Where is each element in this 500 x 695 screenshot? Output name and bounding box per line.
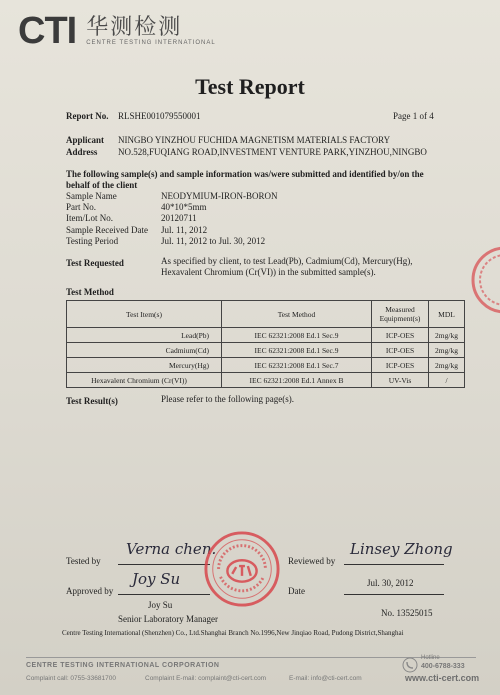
address-label: Address xyxy=(66,147,98,157)
test-method-label: Test Method xyxy=(66,287,114,297)
logo-mark: CTI xyxy=(18,10,77,52)
tested-by-line xyxy=(118,564,210,565)
date-value: Jul. 30, 2012 xyxy=(367,578,414,588)
cell-equipment: ICP-OES xyxy=(372,328,429,343)
cell-method: IEC 62321:2008 Ed.1 Annex B xyxy=(222,373,372,388)
table-row xyxy=(67,358,465,373)
item-lot-label: Item/Lot No. xyxy=(66,213,113,223)
received-date-label: Sample Received Date xyxy=(66,225,148,235)
header-test-items: Test Item(s) xyxy=(67,301,222,328)
reviewed-by-signature: Linsey Zhong xyxy=(350,540,453,558)
cell-mdl: 2mg/kg xyxy=(429,343,465,358)
part-no-label: Part No. xyxy=(66,202,96,212)
footer-info-email: E-mail: info@cti-cert.com xyxy=(289,675,362,682)
cell-mdl: / xyxy=(429,373,465,388)
phone-icon xyxy=(402,657,418,673)
footer-complaint-call: Complaint call: 0755-33681700 xyxy=(26,675,116,682)
test-result-label: Test Result(s) xyxy=(66,396,118,406)
footer-website: www.cti-cert.com xyxy=(405,673,480,683)
cell-equipment: UV-Vis xyxy=(372,373,429,388)
approved-by-line xyxy=(118,594,210,595)
reviewed-by-line xyxy=(344,564,444,565)
sample-name-value: NEODYMIUM-IRON-BORON xyxy=(161,191,278,201)
footer-hotline: 400-6788-333 xyxy=(421,663,465,670)
cell-method: IEC 62321:2008 Ed.1 Sec.9 xyxy=(222,328,372,343)
date-label: Date xyxy=(288,586,305,596)
company-address-line: Centre Testing International (Shenzhen) Co., Ltd.Shanghai Branch No.1996,New Jinqiao Road, Pudong District,Shanghai xyxy=(62,629,404,637)
cell-mdl: 2mg/kg xyxy=(429,358,465,373)
sample-intro-line2: behalf of the client xyxy=(66,180,138,190)
cell-item: Mercury(Hg) xyxy=(67,358,222,373)
logo-cn: 华测检测 xyxy=(86,15,183,40)
report-no-label: Report No. xyxy=(66,111,109,121)
cell-mdl: 2mg/kg xyxy=(429,328,465,343)
certificate-no: No. 13525015 xyxy=(381,608,433,618)
tested-by-label: Tested by xyxy=(66,556,101,566)
testing-period-value: Jul. 11, 2012 to Jul. 30, 2012 xyxy=(161,236,266,246)
tested-by-signature: Verna chen. xyxy=(126,540,217,558)
table-row xyxy=(67,328,465,343)
item-lot-value: 20120711 xyxy=(161,213,197,223)
table-row xyxy=(67,343,465,358)
report-no-value: RLSHE001079550001 xyxy=(118,111,201,121)
logo-en: CENTRE TESTING INTERNATIONAL xyxy=(86,40,216,46)
header-test-method: Test Method xyxy=(222,301,372,328)
test-requested-line1: As specified by client, to test Lead(Pb), Cadmium(Cd), Mercury(Hg), xyxy=(161,256,413,266)
applicant-label: Applicant xyxy=(66,135,105,145)
cell-method: IEC 62321:2008 Ed.1 Sec.7 xyxy=(222,358,372,373)
approved-by-signature: Joy Su xyxy=(132,570,181,588)
footer-org: CENTRE TESTING INTERNATIONAL CORPORATION xyxy=(26,662,220,669)
header-equipment: Measured Equipment(s) xyxy=(372,301,429,328)
side-seal-stamp xyxy=(470,245,500,315)
footer-hotline-label: Hotline xyxy=(421,655,440,661)
table-header-row xyxy=(67,301,465,328)
testing-period-label: Testing Period xyxy=(66,236,119,246)
table-row xyxy=(67,373,465,388)
cell-item: Hexavalent Chromium (Cr(VI)) xyxy=(67,373,222,388)
cell-equipment: ICP-OES xyxy=(372,358,429,373)
test-requested-label: Test Requested xyxy=(66,258,124,268)
cell-method: IEC 62321:2008 Ed.1 Sec.9 xyxy=(222,343,372,358)
test-requested-line2: Hexavalent Chromium (Cr(VI)) in the submitted sample(s). xyxy=(161,267,376,277)
cell-item: Cadmium(Cd) xyxy=(67,343,222,358)
address-value: NO.528,FUQIANG ROAD,INVESTMENT VENTURE PARK,YINZHOU,NINGBO xyxy=(118,147,427,157)
date-line xyxy=(344,594,444,595)
reviewed-by-label: Reviewed by xyxy=(288,556,336,566)
applicant-value: NINGBO YINZHOU FUCHIDA MAGNETISM MATERIALS FACTORY xyxy=(118,135,391,145)
received-date-value: Jul. 11, 2012 xyxy=(161,225,208,235)
sample-intro-line1: The following sample(s) and sample information was/were submitted and identified by/on the xyxy=(66,169,424,179)
signatory-role: Senior Laboratory Manager xyxy=(118,614,218,624)
header-mdl: MDL xyxy=(429,301,465,328)
part-no-value: 40*10*5mm xyxy=(161,202,207,212)
footer-complaint-email: Complaint E-mail: complaint@cti-cert.com xyxy=(145,675,267,682)
test-method-table xyxy=(66,300,465,388)
cell-item: Lead(Pb) xyxy=(67,328,222,343)
sample-name-label: Sample Name xyxy=(66,191,117,201)
signatory-name: Joy Su xyxy=(148,600,173,610)
test-result-value: Please refer to the following page(s). xyxy=(161,394,294,404)
official-seal-stamp xyxy=(203,530,281,608)
cti-logo xyxy=(18,12,216,50)
page-indicator: Page 1 of 4 xyxy=(393,111,434,121)
approved-by-label: Approved by xyxy=(66,586,114,596)
page-title: Test Report xyxy=(195,74,305,99)
cell-equipment: ICP-OES xyxy=(372,343,429,358)
